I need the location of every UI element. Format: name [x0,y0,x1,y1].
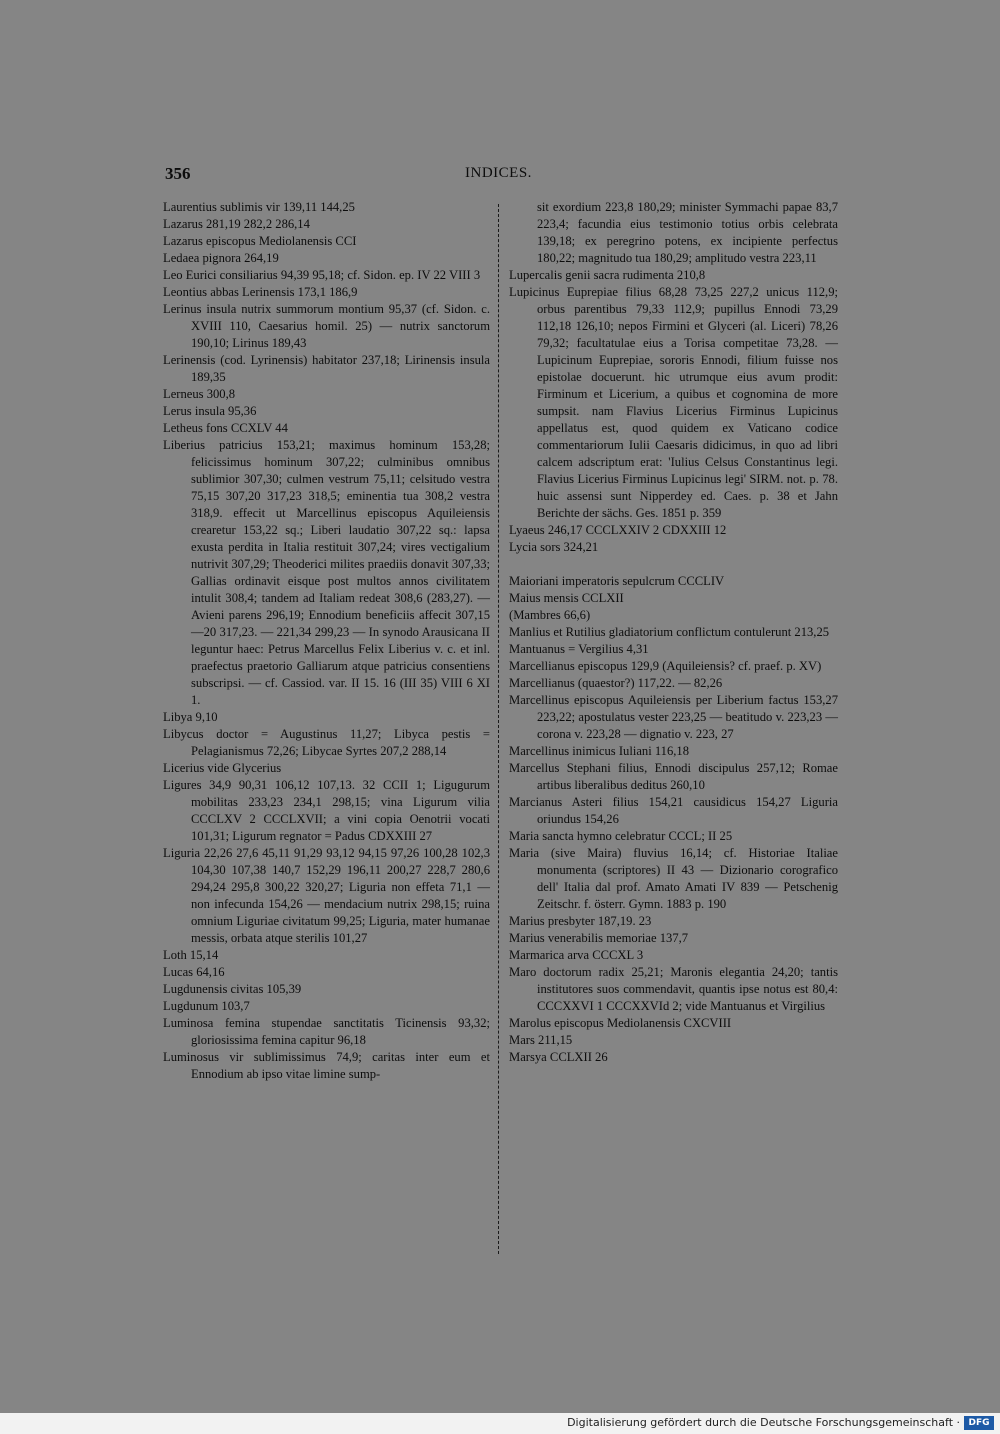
index-entry: Lerinensis (cod. Lyrinensis) habitator 237,18; Lirinensis insula 189,35 [163,353,490,384]
index-entry: Marcellianus (quaestor?) 117,22. — 82,26 [509,676,723,690]
index-entry: Lupercalis genii sacra rudimenta 210,8 [509,268,706,282]
index-entry: Ledaea pignora 264,19 [163,251,279,265]
index-entry: Marius venerabilis memoriae 137,7 [509,931,689,945]
index-column-left [163,199,490,1083]
index-entry: Leo Eurici consiliarius 94,39 95,18; cf. Sidon. ep. IV 22 VIII 3 [163,268,481,282]
index-entry: Maria sancta hymno celebratur CCCL; II 25 [509,829,733,843]
page-title: INDICES. [465,165,532,181]
index-entry: Marsya CCLXII 26 [509,1050,608,1064]
running-head [165,164,837,186]
index-entry: Luminosus vir sublimissimus 74,9; caritas inter eum et Ennodium ab ipso vitae limine sump- [163,1050,490,1081]
column-divider [498,204,499,1254]
index-entry: Lycia sors 324,21 [509,540,599,554]
index-entry: Maioriani imperatoris sepulcrum CCCLIV [509,574,725,588]
dfg-logo: DFG [964,1416,994,1430]
index-entry: Lerus insula 95,36 [163,404,257,418]
index-entry: Licerius vide Glycerius [163,761,282,775]
footer-bar [0,1413,1000,1434]
index-entry: Maius mensis CCLXII [509,591,624,605]
index-entry: Lerinus insula nutrix summorum montium 95,37 (cf. Sidon. c. XVIII 110, Caesarius homil. 25) — nutrix sanctorum 190,10; Lirinus 189,43 [163,302,490,350]
index-entry: Libycus doctor = Augustinus 11,27; Libyca pestis = Pelagianismus 72,26; Libycae Syrtes 207,2 288,14 [163,727,490,758]
index-entry: sit exordium 223,8 180,29; minister Symmachi papae 83,7 223,4; facundia eius testimonio totius orbis celebrata 139,18; ex peregrino potens, ex incipiente perfectus 180,22; magnitudo tua 180,29; amplitudo vestra 223,11 [537,200,838,265]
index-entry: Liguria 22,26 27,6 45,11 91,29 93,12 94,15 97,26 100,28 102,3 104,30 107,38 140,7 152,29 196,11 200,27 228,7 280,6 294,24 295,8 300,22 320,27; Liguria non effeta 71,1 — non infecunda 154,26 — mendacium nutrix 298,15; ruina omnium Liguriae civitatum 99,25; Liguria, mater humanae messis, orbata atque sterilis 101,27 [163,846,490,945]
index-column-right [509,199,838,1066]
index-entry: Marcianus Asteri filius 154,21 causidicus 154,27 Liguria oriundus 154,26 [509,795,838,826]
index-entry: Libya 9,10 [163,710,218,724]
index-entry: Marmarica arva CCCXL 3 [509,948,644,962]
index-entry: Marcellinus inimicus Iuliani 116,18 [509,744,690,758]
index-entry: Lazarus episcopus Mediolanensis CCI [163,234,357,248]
index-entry: Maro doctorum radix 25,21; Maronis elegantia 24,20; tantis institutores suos commendavit, quantis ipse notus est 80,4: CCCXXVI 1 CCCXXVId 2; vide Mantuanus et Virgilius [509,965,838,1013]
index-entry: Manlius et Rutilius gladiatorium conflictum contulerunt 213,25 [509,625,830,639]
page-number: 356 [165,164,191,183]
index-entry: Leontius abbas Lerinensis 173,1 186,9 [163,285,358,299]
index-entry: Lazarus 281,19 282,2 286,14 [163,217,310,231]
index-entry: Lerneus 300,8 [163,387,236,401]
index-entry: Maria (sive Maira) fluvius 16,14; cf. Historiae Italiae monumenta (scriptores) II 43 — Dizionario corografico dell' Italia dal prof. Amato Amati IV 839 — Petschenig Zeitschr. f. österr. Gymn. 1883 p. 190 [509,846,838,911]
index-entry: Marolus episcopus Mediolanensis CXCVIII [509,1016,732,1030]
index-entry: Lyaeus 246,17 CCCLXXIV 2 CDXXIII 12 [509,523,727,537]
index-entry: Lugdunensis civitas 105,39 [163,982,302,996]
funding-note: Digitalisierung gefördert durch die Deutsche Forschungsgemeinschaft · [567,1416,960,1429]
index-entry: Lupicinus Euprepiae filius 68,28 73,25 227,2 unicus 112,9; orbus parentibus 79,33 112,9; pupillus Ennodi 73,29 112,18 126,10; nepos Firmini et Glyceri (al. Liceri) 78,26 79,32; facultatulae eius a Torisa competitae 73,28. — Lupicinum Euprepiae, sororis Ennodi, filium fuisse nos epistolae docuerunt. hic utrumque eius avum prodit: Firminum et Licerium, a quibus et cognomina de more sumpsit. nam Flavius Licerius Firminus Lupicinus appellatus est, quod quidem ex Vaticano codice commentariorum Iulii Caesaris didicimus, in quo ad libri calcem adscriptum erat: 'Iulius Celsus Constantinus legi. Flavius Licerius Firminus Lupicinus legi' SIRM. not. p. 78. huic assensi sunt Nipperdey ed. Caes. p. 38 et Jahn Berichte der sächs. Ges. 1851 p. 359 [509,285,838,520]
index-entry: Marcellianus episcopus 129,9 (Aquileiensis? cf. praef. p. XV) [509,659,822,673]
index-entry: Luminosa femina stupendae sanctitatis Ticinensis 93,32; gloriosissima femina capitur 96,18 [163,1016,490,1047]
index-entry: Marcellinus episcopus Aquileiensis per Liberium factus 153,27 223,22; apostulatus vester 223,25 — beatitudo v. 223,23 — corona v. 223,28 — dignatio v. 223, 27 [509,693,838,741]
index-entry: Lucas 64,16 [163,965,225,979]
index-entry: (Mambres 66,6) [509,608,591,622]
index-entry: Liberius patricius 153,21; maximus hominum 153,28; felicissimus hominum 307,22; culminibus omnibus sublimior 307,30; culmen vestrum 75,11; celsitudo vestra 75,15 307,20 317,23 318,5; eminentia tua 308,2 vestra 318,9. effecit ut Marcellinus episcopus Aquileiensis crearetur 153,22 sq.; Liberi laudatio 307,22 sq.: lapsa exusta perdita in Italia restituit 307,24; vires vectigalium nutrivit 307,29; Theoderici milites praediis donavit 307,33; Gallias ordinavit eisque post multos annos civilitatem intulit 308,4; tandem ad Italiam redeat 308,6 (283,27). — Avieni parens 296,19; Ennodium beneficiis affecit 307,15—20 317,23. — 221,34 299,23 — In synodo Arausicana II leguntur haec: Petrus Marcellus Felix Liberius v. c. et inl. praefectus praetorio Galliarum atque patricius consentiens subscripsi. — cf. Cassiod. var. II 15. 16 (III 35) VIII 6 XI 1. [163,438,490,707]
index-entry: Lugdunum 103,7 [163,999,250,1013]
index-entry: Mantuanus = Vergilius 4,31 [509,642,649,656]
index-entry: Laurentius sublimis vir 139,11 144,25 [163,200,355,214]
index-entry: Marcellus Stephani filius, Ennodi discipulus 257,12; Romae artibus liberalibus deditus 260,10 [509,761,838,792]
index-entry: Ligures 34,9 90,31 106,12 107,13. 32 CCII 1; Ligugurum mobilitas 233,23 234,1 298,15; vina Ligurum vilia CCCLXV 2 CCCLXVII; a vini copia Oenotrii vocati 101,31; Ligurum regnator = Padus CDXXIII 27 [163,778,490,843]
index-entry: Letheus fons CCXLV 44 [163,421,288,435]
index-entry: Mars 211,15 [509,1033,573,1047]
index-entry: Marius presbyter 187,19. 23 [509,914,652,928]
index-entry: Loth 15,14 [163,948,219,962]
